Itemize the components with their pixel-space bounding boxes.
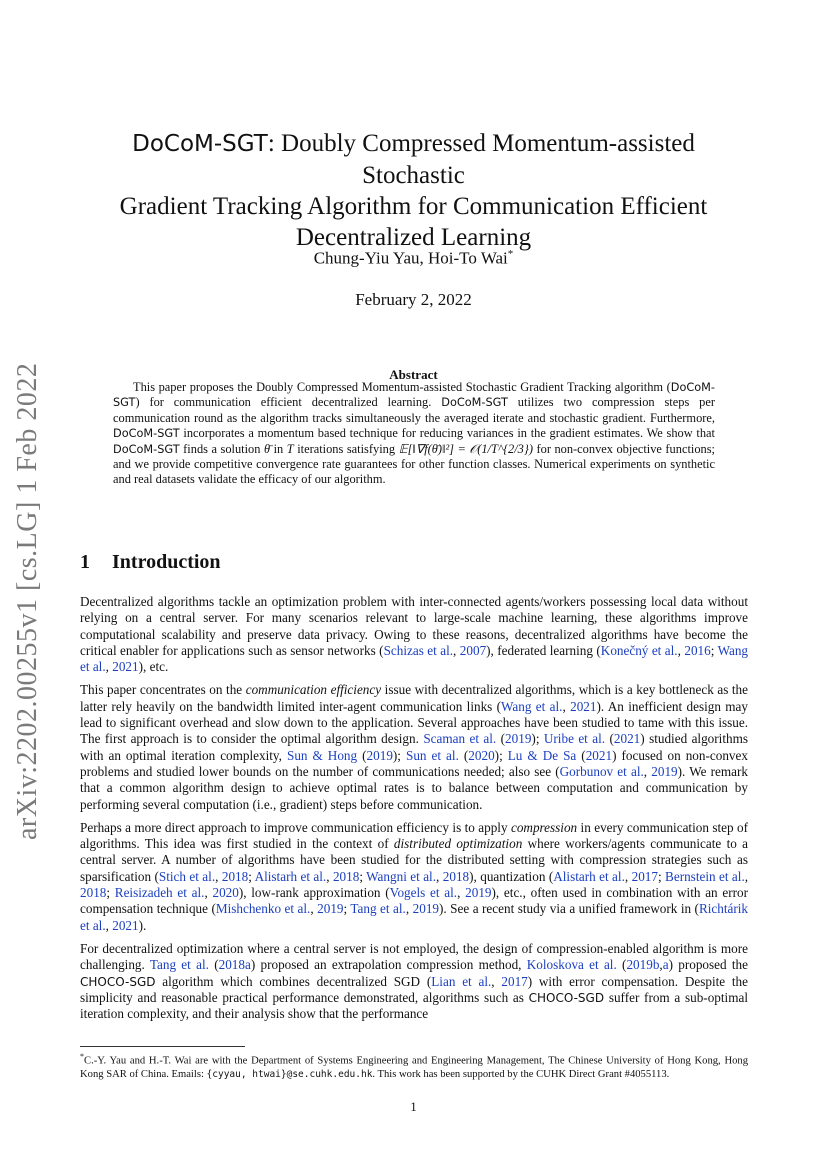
paragraph: For decentralized optimization where a central server is not employed, the design of compression-enabled algorithm is more challenging. Tang et al. (2018a) proposed an extrapolation compression method, Koloskova et al. (2019b,a) proposed the CHOCO-SGD algorithm which combines decentralized SGD (Lian et al., 2017) with error compensation. Despite the simplicity and reasonable practical performance demonstrated, algorithms such as CHOCO-SGD suffer from a sub-optimal iteration complexity, and their analysis show that the performance	[80, 940, 749, 1022]
citation-link[interactable]: 2019b	[626, 957, 660, 973]
citation-link[interactable]: Lian et al.	[431, 973, 492, 989]
citation-link[interactable]: 2021	[570, 698, 597, 714]
citation-link[interactable]: Mishchenko et al.	[215, 901, 311, 917]
body-text	[80, 594, 748, 1029]
citation-link[interactable]: Konečný et al.	[600, 642, 678, 658]
citation-link[interactable]: 2018a	[218, 957, 251, 973]
citation-link[interactable]: Koloskova et al.	[526, 957, 617, 973]
paper-title: DoCoM-SGT: Doubly Compressed Momentum-assisted Stochastic Gradient Tracking Algorithm for Communication Efficient Decentralized Learning	[119, 130, 708, 251]
date: February 2, 2022	[355, 290, 472, 309]
citation-link[interactable]: 2021	[613, 731, 641, 747]
citation-link[interactable]: 2020	[468, 747, 495, 763]
title-method-name: DoCoM-SGT	[132, 131, 268, 157]
citation-link[interactable]: Alistarh et al.	[553, 868, 625, 884]
citation-link[interactable]: 2018	[221, 868, 249, 884]
citation-link[interactable]: Tang et al.	[149, 957, 209, 973]
citation-link[interactable]: Uribe et al.	[543, 731, 606, 747]
citation-link[interactable]: 2007	[459, 642, 487, 658]
citation-link[interactable]: Wang et al.	[80, 642, 749, 675]
citation-link[interactable]: 2018	[332, 868, 360, 884]
citation-link[interactable]: 2018	[442, 868, 470, 884]
citation-link[interactable]: a	[662, 957, 669, 973]
citation-link[interactable]: Gorbunov et al.	[559, 763, 644, 779]
citation-link[interactable]: 2018	[80, 885, 107, 901]
algorithm-name: CHOCO-SGD	[80, 974, 156, 989]
citation-link[interactable]: Vogels et al.	[389, 885, 458, 901]
emphasis: distributed optimization	[393, 836, 523, 852]
citation-link[interactable]: 2017	[501, 973, 528, 989]
citation-link[interactable]: 2021	[585, 747, 613, 763]
paragraph: Perhaps a more direct approach to improve communication efficiency is to apply compression in every communication step of algorithms. This idea was first studied in the context of distributed optimization where workers/agents communicate to a central server. A number of algorithms have been studied for the distributed setting with compression strategies such as sparsification (Stich et al., 2018; Alistarh et al., 2018; Wangni et al., 2018), quantization (Alistarh et al., 2017; Bernstein et al., 2018; Reisizadeh et al., 2020), low-rank approximation (Vogels et al., 2019), etc., often used in combination with an error compensation technique (Mishchenko et al., 2019; Tang et al., 2019). See a recent study via a unified framework in (Richtárik et al., 2021).	[80, 819, 749, 933]
citation-link[interactable]: 2020	[212, 885, 239, 901]
citation-link[interactable]: Alistarh et al.	[254, 868, 327, 884]
citation-link[interactable]: Wang et al.	[501, 698, 563, 714]
emphasis: communication efficiency	[245, 682, 382, 698]
paragraph: This paper concentrates on the communication efficiency issue with decentralized algorithms, which is a key bottleneck as the latter rely heavily on the bandwidth limited inter-agent communication links (Wang et al., 2021). An inefficient design may lead to significant overhead and slow down to the application. Several approaches have been studied to tame with this issue. The first approach is to consider the optimal algorithm design. Scaman et al. (2019); Uribe et al. (2021) studied algorithms with an optimal iteration complexity, Sun & Hong (2019); Sun et al. (2020); Lu & De Sa (2021) focused on non-convex problems and studied lower bounds on the number of communications needed; also see (Gorbunov et al., 2019). We remark that a common algorithm design to achieve optimal rates is to balance between computation and communication by performing several computation (i.e., gradient) steps before communication.	[80, 682, 748, 812]
citation-link[interactable]: Scaman et al.	[423, 731, 497, 747]
theta-symbol: θ̄	[263, 441, 271, 456]
citation-link[interactable]: 2021	[112, 917, 139, 933]
citation-link[interactable]: 2017	[631, 868, 658, 884]
citation-link[interactable]: Richtárik et al.	[80, 901, 749, 933]
citation-link[interactable]: Lu & De Sa	[507, 747, 577, 763]
citation-link[interactable]: 2019	[505, 731, 532, 747]
citation-link[interactable]: Bernstein et al.	[665, 868, 745, 884]
complexity-formula: 𝔼[‖∇f(θ̄)‖²] = 𝒪(1/T^{2/3})	[398, 441, 533, 456]
abstract: This paper proposes the Doubly Compressed Momentum-assisted Stochastic Gradient Tracking algorithm (DoCoM-SGT) for communication efficient decentralized learning. DoCoM-SGT utilizes two compression steps per communication round as the algorithm tracks simultaneously the averaged iterate and stochastic gradient. Furthermore, DoCoM-SGT incorporates a momentum based technique for reducing variances in the gradient estimates. We show that DoCoM-SGT finds a solution θ̄ in T iterations satisfying 𝔼[‖∇f(θ̄)‖²] = 𝒪(1/T^{2/3}) for non-convex objective functions; and we provide competitive convergence rate guarantees for other function classes. Numerical experiments on synthetic and real datasets validate the efficacy of our algorithm.	[113, 380, 715, 487]
citation-link[interactable]: Wangni et al.	[366, 868, 437, 884]
footnote-rule	[80, 1046, 245, 1047]
citation-link[interactable]: Sun et al.	[405, 747, 459, 763]
citation-link[interactable]: 2016	[684, 642, 711, 658]
page-number: 1	[410, 1099, 417, 1114]
citation-link[interactable]: 2019	[366, 747, 393, 763]
citation-link[interactable]: 2019	[651, 763, 678, 779]
algorithm-name: CHOCO-SGD	[528, 990, 605, 1005]
citation-link[interactable]: Reisizadeh et al.	[114, 885, 205, 901]
paragraph: Decentralized algorithms tackle an optimization problem with inter-connected agents/workers possessing local data without relying on a central server. For many scenarios relevant to large-scale machine learning, these algorithms improve computational scalability and preserve data privacy. Owing to these reasons, decentralized algorithms have become the critical enabler for applications such as sensor networks (Schizas et al., 2007), federated learning (Konečný et al., 2016; Wang et al., 2021), etc.	[80, 594, 749, 675]
authors: Chung-Yiu Yau, Hoi-To Wai*	[313, 248, 514, 268]
citation-link[interactable]: 2021	[112, 659, 139, 675]
citation-link[interactable]: Stich et al.	[158, 868, 216, 884]
citation-link[interactable]: Schizas et al.	[383, 642, 454, 658]
citation-link[interactable]: Tang et al.	[350, 901, 406, 917]
section-heading: 1 Introduction	[80, 551, 221, 573]
citation-link[interactable]: 2019	[412, 901, 440, 917]
emphasis: compression	[510, 819, 578, 835]
citation-link[interactable]: Sun & Hong	[286, 747, 358, 763]
footnote-emails: {cyyau, htwai}@se.cuhk.edu.hk	[206, 1068, 373, 1080]
citation-link[interactable]: 2019	[317, 901, 344, 917]
abstract-heading: Abstract	[389, 367, 438, 382]
arxiv-stamp: arXiv:2202.00255v1 [cs.LG] 1 Feb 2022	[12, 362, 43, 840]
footnote: *C.-Y. Yau and H.-T. Wai are with the Department of Systems Engineering and Engineering Management, The Chinese University of Hong Kong, Hong Kong SAR of China. Emails: {cyyau, htwai}@se.cuhk.edu.hk. This work has been supported by the CUHK Direct Grant #4055113.	[80, 1052, 748, 1080]
citation-link[interactable]: 2019	[465, 885, 492, 901]
